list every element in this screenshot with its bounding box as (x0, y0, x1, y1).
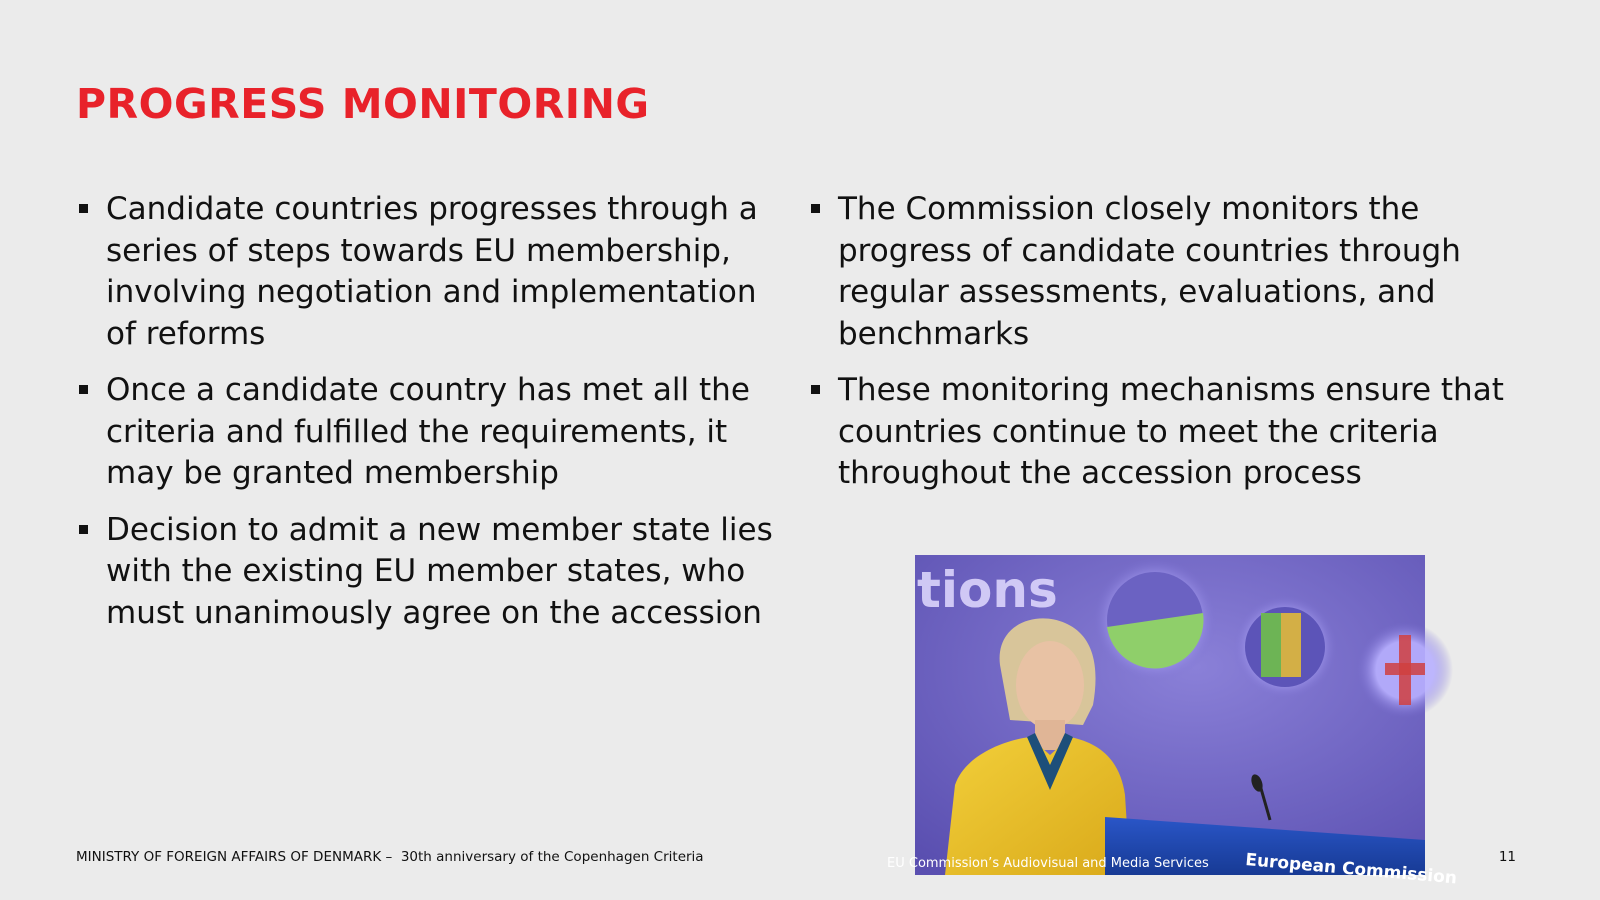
bullet-text: Candidate countries progresses through a series of steps towards EU membership, involving negotiation and implementation of reforms (106, 191, 758, 352)
photo-credit: EU Commission’s Audiovisual and Media Services (887, 856, 1209, 871)
bullet-item (76, 189, 776, 355)
bullet-item (808, 189, 1528, 355)
bullet-text: These monitoring mechanisms ensure that countries continue to meet the criteria throughout the accession process (838, 372, 1504, 491)
podium-text: European Commission (1244, 850, 1458, 889)
right-bullet-list (808, 189, 1528, 510)
footer-text: MINISTRY OF FOREIGN AFFAIRS OF DENMARK – 30th anniversary of the Copenhagen Criteria (76, 849, 704, 865)
slide-title: PROGRESS MONITORING (76, 80, 650, 128)
bullet-item (808, 370, 1528, 495)
speaker-face (1016, 641, 1084, 729)
square-bullet-icon (79, 204, 88, 213)
bullet-text: Decision to admit a new member state lies with the existing EU member states, who must unanimously agree on the accession (106, 511, 773, 631)
bullet-text: Once a candidate country has met all the criteria and fulfilled the requirements, it may be granted membership (106, 372, 750, 491)
left-bullet-list (76, 189, 776, 649)
page-number: 11 (1498, 849, 1516, 865)
square-bullet-icon (79, 385, 88, 394)
square-bullet-icon (79, 525, 88, 534)
backdrop-flag-yellow (1281, 613, 1301, 677)
backdrop-text: tions (917, 561, 1058, 619)
square-bullet-icon (811, 385, 820, 394)
backdrop-flag-green (1261, 613, 1281, 677)
bullet-text: The Commission closely monitors the progress of candidate countries through regular assessments, evaluations, and benchmarks (838, 191, 1461, 352)
backdrop-flag-cross (1399, 635, 1411, 705)
bullet-item (76, 510, 776, 635)
square-bullet-icon (811, 204, 820, 213)
bullet-item (76, 370, 776, 495)
press-conference-photo (915, 555, 1458, 889)
